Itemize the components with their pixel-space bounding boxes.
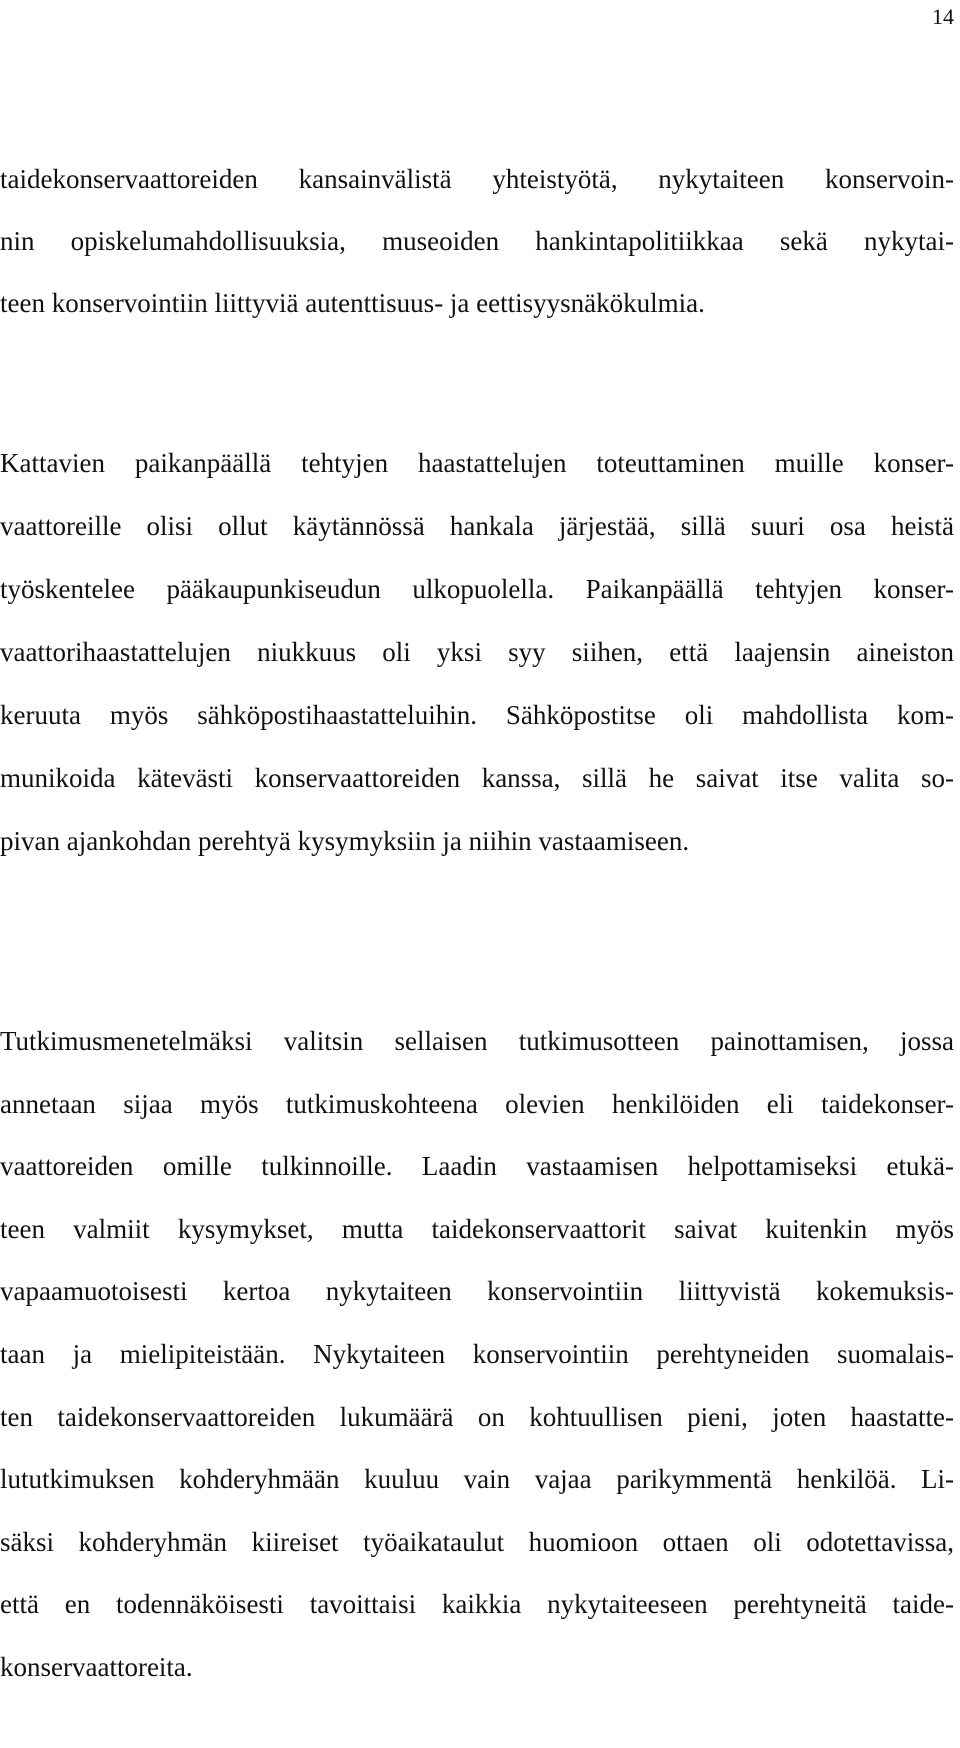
text-line: munikoida kätevästi konservaattoreiden kanssa, sillä he saivat itse valita so-	[0, 763, 954, 793]
text-line: taan ja mielipiteistään. Nykytaiteen konservointiin perehtyneiden suomalais-	[0, 1338, 954, 1369]
text-line: lututkimuksen kohderyhmään kuuluu vain vajaa parikymmentä henkilöä. Li-	[0, 1464, 954, 1495]
text-line: että en todennäköisesti tavoittaisi kaikkia nykytaiteeseen perehtyneitä taide-	[0, 1589, 954, 1620]
text-line: taidekonservaattoreiden kansainvälistä yhteistyötä, nykytaiteen konservoin-	[0, 164, 954, 194]
text-line: työskentelee pääkaupunkiseudun ulkopuolella. Paikanpäällä tehtyjen konser-	[0, 574, 954, 604]
text-line: teen valmiit kysymykset, mutta taidekonservaattorit saivat kuitenkin myös	[0, 1213, 954, 1244]
text-line: säksi kohderyhmän kiireiset työaikataulut huomioon ottaen oli odotettavissa,	[0, 1526, 954, 1557]
text-line: Tutkimusmenetelmäksi valitsin sellaisen tutkimusotteen painottamisen, jossa	[0, 1026, 954, 1056]
text-line: keruuta myös sähköpostihaastatteluihin. Sähköpostitse oli mahdollista kom-	[0, 700, 954, 730]
text-line: vaattorihaastattelujen niukkuus oli yksi syy siihen, että laajensin aineiston	[0, 637, 954, 667]
text-line: teen konservointiin liittyviä autenttisuus- ja eettisyysnäkökulmia.	[0, 288, 705, 318]
text-line: vapaamuotoisesti kertoa nykytaiteen konservointiin liittyvistä kokemuksis-	[0, 1276, 954, 1307]
paragraph-2	[0, 432, 954, 873]
text-line: pivan ajankohdan perehtyä kysymyksiin ja niihin vastaamiseen.	[0, 826, 690, 856]
text-line: annetaan sijaa myös tutkimuskohteena olevien henkilöiden eli taidekonser-	[0, 1088, 954, 1119]
text-line: Kattavien paikanpäällä tehtyjen haastattelujen toteuttaminen muille konser-	[0, 448, 954, 478]
text-line: ten taidekonservaattoreiden lukumäärä on kohtuullisen pieni, joten haastatte-	[0, 1401, 954, 1432]
text-line: konservaattoreita.	[0, 1651, 193, 1682]
text-line: vaattoreiden omille tulkinnoille. Laadin vastaamisen helpottamiseksi etukä-	[0, 1151, 954, 1182]
paragraph-1	[0, 148, 954, 334]
paragraph-3	[0, 1010, 954, 1699]
text-line: nin opiskelumahdollisuuksia, museoiden hankintapolitiikkaa sekä nykytai-	[0, 226, 954, 256]
page-number: 14	[932, 4, 954, 29]
text-line: vaattoreille olisi ollut käytännössä hankala järjestää, sillä suuri osa heistä	[0, 511, 954, 541]
